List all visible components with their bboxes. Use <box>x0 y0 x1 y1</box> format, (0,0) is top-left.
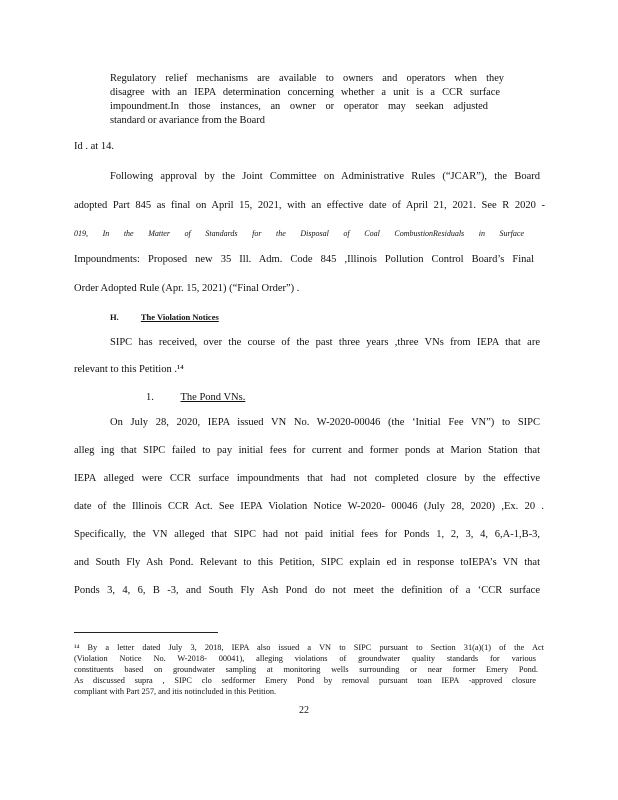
paragraph-line: relevant to this Petition .¹⁴ <box>74 364 184 375</box>
block-quote-line: impoundment.In those instances, an owner or operator may seekan adjusted <box>110 101 488 112</box>
footnote-line: constituents based on groundwater sampling at monitoring wells surrounding or near former Emery Pond. <box>74 665 538 674</box>
section-title: The Violation Notices <box>140 312 219 322</box>
subsection-heading <box>146 391 245 405</box>
paragraph-line: 019, In the Matter of Standards for the Disposal of Coal CombustionResiduals in Surface <box>74 229 524 238</box>
paragraph-line: and South Fly Ash Pond. Relevant to this Petition, SIPC explain ed in response toIEPA’s VN that <box>74 557 540 568</box>
footnote-line: (Violation Notice No. W-2018- 00041), alleging violations of groundwater quality standards for various <box>74 654 536 663</box>
subsection-title: The Pond VNs. <box>180 392 246 403</box>
block-quote-line: standard or avariance from the Board <box>110 115 265 126</box>
paragraph-line: date of the Illinois CCR Act. See IEPA Violation Notice W-2020- 00046 (July 28, 2020) ,Ex. 20 . <box>74 501 544 512</box>
subsection-number: 1. <box>146 392 154 403</box>
block-quote-line: disagree with an IEPA determination concerning whether a unit is a CCR surface <box>110 87 500 98</box>
paragraph-line: SIPC has received, over the course of the past three years ,three VNs from IEPA that are <box>110 337 540 348</box>
footnote-line: compliant with Part 257, and itis notincluded in this Petition. <box>74 687 277 696</box>
paragraph-line: Impoundments: Proposed new 35 Ill. Adm. Code 845 ,Illinois Pollution Control Board’s Final <box>74 254 534 265</box>
paragraph-line: IEPA alleged were CCR surface impoundments that had not completed closure by the effective <box>74 473 540 484</box>
paragraph-line: adopted Part 845 as final on April 15, 2021, with an effective date of April 21, 2021. See R 2020 - <box>74 200 545 211</box>
block-quote-line: Regulatory relief mechanisms are available to owners and operators when they <box>110 73 504 84</box>
paragraph-line: On July 28, 2020, IEPA issued VN No. W-2020-00046 (the ‘Initial Fee VN”) to SIPC <box>110 417 540 428</box>
paragraph-line: Specifically, the VN alleged that SIPC had not paid initial fees for Ponds 1, 2, 3, 4, 6,A-1,B-3, <box>74 529 540 540</box>
paragraph-line: alleg ing that SIPC failed to pay initial fees for current and former ponds at Marion Station that <box>74 445 540 456</box>
section-letter: H. <box>110 312 119 322</box>
paragraph-line: Following approval by the Joint Committee on Administrative Rules (“JCAR”), the Board <box>110 171 540 182</box>
paragraph-line: Ponds 3, 4, 6, B -3, and South Fly Ash Pond do not meet the definition of a ‘CCR surface <box>74 585 540 596</box>
footnote-line: As discussed supra , SIPC clo sedformer Emery Pond by removal pursuant toan IEPA -approved closure <box>74 676 536 685</box>
page-number: 22 <box>299 705 309 716</box>
paragraph-line: Order Adopted Rule (Apr. 15, 2021) (“Final Order”) . <box>74 283 300 294</box>
section-heading <box>110 310 245 324</box>
footnote-divider <box>74 632 218 633</box>
footnote-line: ¹⁴ By a letter dated July 3, 2018, IEPA also issued a VN to SIPC pursuant to Section 31(a)(1) of the Act <box>74 643 544 652</box>
citation: Id . at 14. <box>74 141 114 152</box>
